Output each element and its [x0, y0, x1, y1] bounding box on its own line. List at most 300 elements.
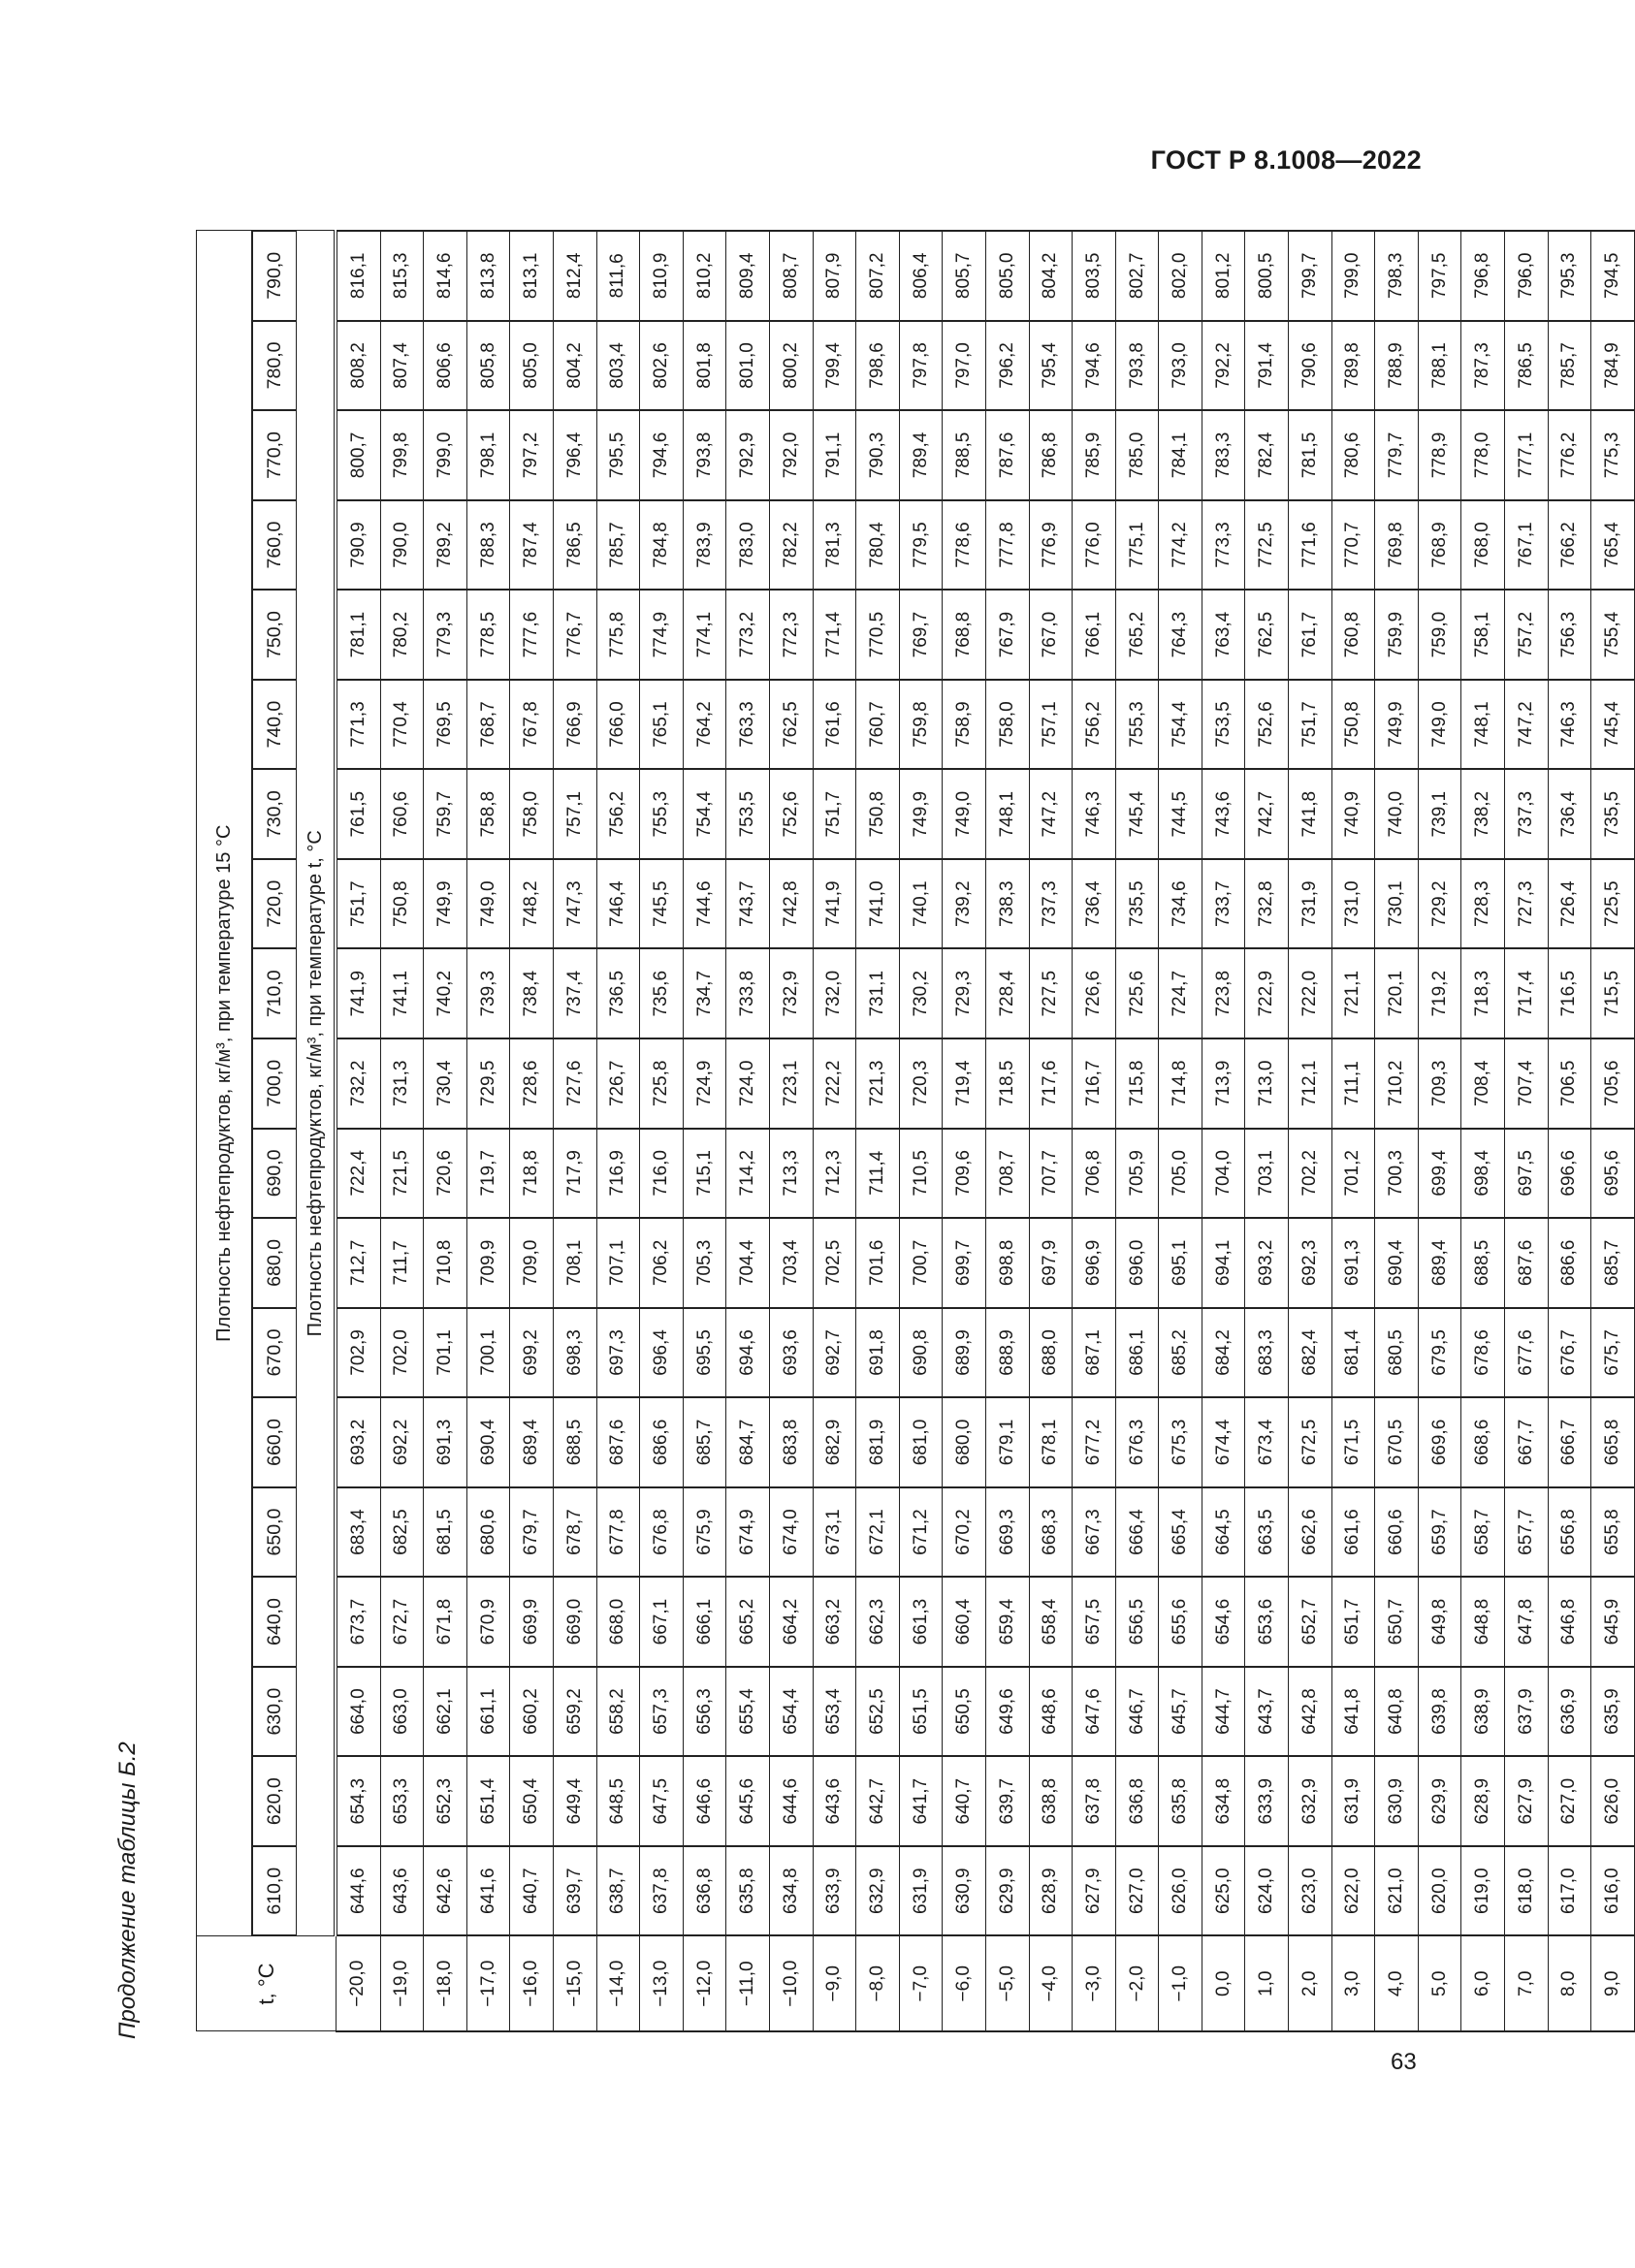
density-cell: 671,5: [1331, 1397, 1375, 1487]
density-cell: 705,6: [1591, 1038, 1635, 1129]
density-cell: 697,3: [596, 1308, 640, 1398]
density-cell: 664,0: [336, 1667, 380, 1757]
density-cell: 702,9: [336, 1308, 380, 1398]
density-cell: 669,6: [1418, 1397, 1461, 1487]
density-cell: 773,2: [726, 590, 770, 680]
density-cell: 691,3: [1331, 1218, 1375, 1308]
density-cell: 805,0: [985, 231, 1029, 321]
density-cell: 741,9: [813, 859, 856, 949]
density-cell: 802,7: [1115, 231, 1159, 321]
density-cell: 649,4: [553, 1756, 596, 1846]
density-cell: 761,5: [336, 769, 380, 859]
density-cell: 690,4: [466, 1397, 510, 1487]
density-cell: 784,9: [1591, 321, 1635, 411]
density-cell: 646,8: [1548, 1577, 1591, 1667]
density-cell: 656,5: [1115, 1577, 1159, 1667]
table-row: [1375, 231, 1419, 2031]
density-cell: 680,6: [466, 1487, 510, 1578]
density-cell: 683,4: [336, 1487, 380, 1578]
density-cell: 771,3: [336, 680, 380, 770]
temperature-cell: −20,0: [336, 1936, 380, 2032]
density-cell: 813,1: [510, 231, 554, 321]
density-cell: 773,3: [1202, 500, 1245, 591]
density-cell: 799,8: [380, 410, 424, 500]
density-cell: 636,9: [1548, 1667, 1591, 1757]
density-cell: 764,3: [1159, 590, 1202, 680]
density-cell: 664,2: [769, 1577, 813, 1667]
density-cell: 770,5: [856, 590, 900, 680]
density-cell: 719,7: [466, 1129, 510, 1219]
temperature-cell: 3,0: [1331, 1936, 1375, 2032]
density-cell: 649,8: [1418, 1577, 1461, 1667]
density-cell: 670,2: [943, 1487, 986, 1578]
density-cell: 794,6: [1073, 321, 1116, 411]
density-cell: 749,9: [899, 769, 943, 859]
density-cell: 640,8: [1375, 1667, 1419, 1757]
density-cell: 768,0: [1461, 500, 1505, 591]
density-cell: 762,5: [1245, 590, 1289, 680]
density-cell: 759,7: [424, 769, 467, 859]
density-cell: 750,8: [856, 769, 900, 859]
density-cell: 681,5: [424, 1487, 467, 1578]
density-cell: 754,4: [1159, 680, 1202, 770]
density-cell: 790,6: [1289, 321, 1332, 411]
temperature-cell: 0,0: [1202, 1936, 1245, 2032]
table-row: [813, 231, 856, 2031]
density-cell: 766,9: [553, 680, 596, 770]
table-row: [1548, 231, 1591, 2031]
table-row: [726, 231, 770, 2031]
density-cell: 750,8: [1331, 680, 1375, 770]
density-cell: 670,5: [1375, 1397, 1419, 1487]
density-cell: 686,6: [1548, 1218, 1591, 1308]
density-cell: 676,8: [640, 1487, 684, 1578]
density-cell: 683,3: [1245, 1308, 1289, 1398]
density-cell: 758,0: [510, 769, 554, 859]
density-cell: 675,9: [683, 1487, 726, 1578]
temperature-cell: 2,0: [1289, 1936, 1332, 2032]
density-cell: 757,1: [1029, 680, 1073, 770]
density-cell: 701,2: [1331, 1129, 1375, 1219]
density-cell: 651,4: [466, 1756, 510, 1846]
density-cell: 715,1: [683, 1129, 726, 1219]
density-cell: 641,7: [899, 1756, 943, 1846]
density-cell: 786,5: [553, 500, 596, 591]
density-cell: 634,8: [769, 1846, 813, 1936]
density-cell: 638,8: [1029, 1756, 1073, 1846]
density-cell: 696,0: [1115, 1218, 1159, 1308]
density-cell: 648,6: [1029, 1667, 1073, 1757]
density-cell: 715,5: [1591, 948, 1635, 1038]
density-cell: 737,4: [553, 948, 596, 1038]
density-cell: 806,6: [424, 321, 467, 411]
density-cell: 786,5: [1505, 321, 1549, 411]
density-cell: 769,7: [899, 590, 943, 680]
density-cell: 717,9: [553, 1129, 596, 1219]
density-cell: 638,9: [1461, 1667, 1505, 1757]
temperature-cell: −11,0: [726, 1936, 770, 2032]
density-cell: 667,7: [1505, 1397, 1549, 1487]
density-cell: 798,3: [1375, 231, 1419, 321]
density-cell: 775,8: [596, 590, 640, 680]
density-cell: 741,1: [380, 948, 424, 1038]
density-cell: 634,8: [1202, 1756, 1245, 1846]
temperature-cell: −10,0: [769, 1936, 813, 2032]
density-cell: 665,4: [1159, 1487, 1202, 1578]
density-cell: 645,9: [1591, 1577, 1635, 1667]
density-cell: 672,1: [856, 1487, 900, 1578]
density-cell: 660,4: [943, 1577, 986, 1667]
density-cell: 737,3: [1029, 859, 1073, 949]
density-cell: 688,0: [1029, 1308, 1073, 1398]
density-cell: 676,7: [1548, 1308, 1591, 1398]
density-cell: 795,4: [1029, 321, 1073, 411]
table-row: [596, 231, 640, 2031]
density-cell: 643,6: [380, 1846, 424, 1936]
density-cell: 729,2: [1418, 859, 1461, 949]
density-cell: 728,3: [1461, 859, 1505, 949]
density-cell: 635,8: [1159, 1756, 1202, 1846]
density-cell: 783,9: [683, 500, 726, 591]
density-cell: 794,6: [640, 410, 684, 500]
density-cell: 806,4: [899, 231, 943, 321]
density-cell: 694,1: [1202, 1218, 1245, 1308]
table-row: [1115, 231, 1159, 2031]
density-cell: 758,8: [466, 769, 510, 859]
density-cell: 755,4: [1591, 590, 1635, 680]
density-cell: 626,0: [1591, 1756, 1635, 1846]
table-row: [1159, 231, 1202, 2031]
density-cell: 629,9: [1418, 1756, 1461, 1846]
column-header: 640,0: [252, 1577, 297, 1667]
density-cell: 622,0: [1331, 1846, 1375, 1936]
density-cell: 777,6: [510, 590, 554, 680]
density-cell: 693,2: [336, 1397, 380, 1487]
density-cell: 682,9: [813, 1397, 856, 1487]
density-cell: 673,7: [336, 1577, 380, 1667]
density-cell: 743,7: [726, 859, 770, 949]
density-cell: 668,3: [1029, 1487, 1073, 1578]
density-cell: 665,2: [726, 1577, 770, 1667]
density-cell: 678,6: [1461, 1308, 1505, 1398]
density-cell: 666,1: [683, 1577, 726, 1667]
density-cell: 739,1: [1418, 769, 1461, 859]
column-header: 610,0: [252, 1846, 297, 1936]
header-sub-density-t: Плотность нефтепродуктов, кг/м³, при температуре t, °С: [297, 231, 337, 1936]
density-cell: 738,4: [510, 948, 554, 1038]
column-header: 620,0: [252, 1756, 297, 1846]
density-cell: 683,8: [769, 1397, 813, 1487]
density-cell: 728,4: [985, 948, 1029, 1038]
table-row: [1461, 231, 1505, 2031]
density-cell: 807,4: [380, 321, 424, 411]
density-cell: 696,4: [640, 1308, 684, 1398]
density-cell: 730,4: [424, 1038, 467, 1129]
density-cell: 788,9: [1375, 321, 1419, 411]
document-code: ГОСТ Р 8.1008—2022: [1150, 145, 1422, 175]
density-cell: 725,5: [1591, 859, 1635, 949]
header-group-density-15c: Плотность нефтепродуктов, кг/м³, при температуре 15 °С: [197, 231, 253, 1936]
density-cell: 642,8: [1289, 1667, 1332, 1757]
density-cell: 705,3: [683, 1218, 726, 1308]
density-cell: 657,7: [1505, 1487, 1549, 1578]
table-row: [943, 231, 986, 2031]
density-cell: 666,4: [1115, 1487, 1159, 1578]
density-cell: 669,3: [985, 1487, 1029, 1578]
density-cell: 751,7: [336, 859, 380, 949]
table-row: [424, 231, 467, 2031]
density-cell: 618,0: [1505, 1846, 1549, 1936]
density-cell: 707,1: [596, 1218, 640, 1308]
density-cell: 805,0: [510, 321, 554, 411]
density-cell: 681,9: [856, 1397, 900, 1487]
temperature-cell: 6,0: [1461, 1936, 1505, 2032]
density-cell: 679,1: [985, 1397, 1029, 1487]
density-cell: 770,4: [380, 680, 424, 770]
density-cell: 729,5: [466, 1038, 510, 1129]
density-cell: 753,5: [726, 769, 770, 859]
density-cell: 631,9: [1331, 1756, 1375, 1846]
density-cell: 815,3: [380, 231, 424, 321]
density-cell: 712,7: [336, 1218, 380, 1308]
density-cell: 716,7: [1073, 1038, 1116, 1129]
density-cell: 648,8: [1461, 1577, 1505, 1667]
table-row: [1289, 231, 1332, 2031]
temperature-cell: 7,0: [1505, 1936, 1549, 2032]
density-cell: 718,3: [1461, 948, 1505, 1038]
density-cell: 737,3: [1505, 769, 1549, 859]
density-cell: 724,7: [1159, 948, 1202, 1038]
density-cell: 765,2: [1115, 590, 1159, 680]
density-cell: 792,0: [769, 410, 813, 500]
table-row: [380, 231, 424, 2031]
density-cell: 736,4: [1073, 859, 1116, 949]
density-cell: 749,9: [424, 859, 467, 949]
density-cell: 739,3: [466, 948, 510, 1038]
temperature-cell: −9,0: [813, 1936, 856, 2032]
density-cell: 720,3: [899, 1038, 943, 1129]
density-cell: 733,8: [726, 948, 770, 1038]
density-cell: 754,4: [683, 769, 726, 859]
density-cell: 738,2: [1461, 769, 1505, 859]
density-cell: 775,1: [1115, 500, 1159, 591]
density-cell: 800,2: [769, 321, 813, 411]
density-table-container: [196, 230, 1623, 2032]
density-cell: 785,0: [1115, 410, 1159, 500]
density-cell: 645,6: [726, 1756, 770, 1846]
density-cell: 756,2: [1073, 680, 1116, 770]
density-cell: 711,1: [1331, 1038, 1375, 1129]
density-cell: 727,6: [553, 1038, 596, 1129]
page-number: 63: [1391, 2049, 1417, 2075]
density-cell: 748,2: [510, 859, 554, 949]
table-row: [1073, 231, 1116, 2031]
density-cell: 756,3: [1548, 590, 1591, 680]
table-row: [1331, 231, 1375, 2031]
density-cell: 797,5: [1418, 231, 1461, 321]
density-cell: 712,3: [813, 1129, 856, 1219]
density-cell: 691,3: [424, 1397, 467, 1487]
density-cell: 625,0: [1202, 1846, 1245, 1936]
density-cell: 639,7: [553, 1846, 596, 1936]
density-cell: 729,3: [943, 948, 986, 1038]
density-cell: 702,0: [380, 1308, 424, 1398]
density-cell: 636,8: [1115, 1756, 1159, 1846]
density-cell: 750,8: [380, 859, 424, 949]
density-cell: 734,7: [683, 948, 726, 1038]
density-cell: 792,2: [1202, 321, 1245, 411]
density-cell: 673,1: [813, 1487, 856, 1578]
density-cell: 808,7: [769, 231, 813, 321]
density-cell: 775,3: [1591, 410, 1635, 500]
density-cell: 700,1: [466, 1308, 510, 1398]
density-cell: 735,5: [1115, 859, 1159, 949]
density-cell: 655,4: [726, 1667, 770, 1757]
temperature-cell: −2,0: [1115, 1936, 1159, 2032]
density-cell: 798,1: [466, 410, 510, 500]
column-header: 720,0: [252, 859, 297, 949]
density-cell: 674,9: [726, 1487, 770, 1578]
temperature-cell: −5,0: [985, 1936, 1029, 2032]
temperature-cell: −19,0: [380, 1936, 424, 2032]
density-cell: 743,6: [1202, 769, 1245, 859]
density-cell: 769,5: [424, 680, 467, 770]
density-cell: 810,9: [640, 231, 684, 321]
density-cell: 799,0: [1331, 231, 1375, 321]
density-cell: 781,1: [336, 590, 380, 680]
density-cell: 787,3: [1461, 321, 1505, 411]
column-header: 790,0: [252, 231, 297, 321]
density-cell: 757,2: [1505, 590, 1549, 680]
density-cell: 800,5: [1245, 231, 1289, 321]
table-row: [1591, 231, 1635, 2031]
density-cell: 768,7: [466, 680, 510, 770]
density-cell: 657,5: [1073, 1577, 1116, 1667]
density-cell: 670,9: [466, 1577, 510, 1667]
density-cell: 671,8: [424, 1577, 467, 1667]
density-cell: 800,7: [336, 410, 380, 500]
table-row: [769, 231, 813, 2031]
density-cell: 796,0: [1505, 231, 1549, 321]
density-cell: 744,6: [683, 859, 726, 949]
density-cell: 719,2: [1418, 948, 1461, 1038]
density-cell: 759,0: [1418, 590, 1461, 680]
table-row: [1418, 231, 1461, 2031]
density-cell: 642,7: [856, 1756, 900, 1846]
density-cell: 707,7: [1029, 1129, 1073, 1219]
density-cell: 692,2: [380, 1397, 424, 1487]
density-cell: 692,3: [1289, 1218, 1332, 1308]
density-cell: 717,6: [1029, 1038, 1073, 1129]
density-cell: 680,5: [1375, 1308, 1419, 1398]
density-cell: 666,7: [1548, 1397, 1591, 1487]
density-cell: 766,0: [596, 680, 640, 770]
density-cell: 755,3: [1115, 680, 1159, 770]
density-cell: 776,7: [553, 590, 596, 680]
density-cell: 741,0: [856, 859, 900, 949]
density-cell: 681,4: [1331, 1308, 1375, 1398]
density-cell: 789,8: [1331, 321, 1375, 411]
density-cell: 768,8: [943, 590, 986, 680]
density-cell: 751,7: [1289, 680, 1332, 770]
density-cell: 647,5: [640, 1756, 684, 1846]
density-cell: 702,5: [813, 1218, 856, 1308]
density-cell: 803,5: [1073, 231, 1116, 321]
density-cell: 702,2: [1289, 1129, 1332, 1219]
density-cell: 804,2: [1029, 231, 1073, 321]
density-cell: 778,5: [466, 590, 510, 680]
density-cell: 762,5: [769, 680, 813, 770]
density-cell: 658,2: [596, 1667, 640, 1757]
density-cell: 713,0: [1245, 1038, 1289, 1129]
density-cell: 794,5: [1591, 231, 1635, 321]
table-row: [510, 231, 554, 2031]
temperature-cell: −13,0: [640, 1936, 684, 2032]
density-cell: 679,7: [510, 1487, 554, 1578]
density-cell: 809,4: [726, 231, 770, 321]
density-cell: 639,8: [1418, 1667, 1461, 1757]
density-cell: 758,9: [943, 680, 986, 770]
density-cell: 731,9: [1289, 859, 1332, 949]
density-cell: 716,0: [640, 1129, 684, 1219]
density-cell: 627,9: [1073, 1846, 1116, 1936]
density-cell: 672,5: [1289, 1397, 1332, 1487]
density-cell: 797,2: [510, 410, 554, 500]
density-cell: 744,5: [1159, 769, 1202, 859]
density-cell: 659,4: [985, 1577, 1029, 1667]
density-cell: 652,5: [856, 1667, 900, 1757]
density-cell: 693,6: [769, 1308, 813, 1398]
density-cell: 804,2: [553, 321, 596, 411]
temperature-cell: 4,0: [1375, 1936, 1419, 2032]
density-cell: 753,5: [1202, 680, 1245, 770]
density-cell: 641,6: [466, 1846, 510, 1936]
density-cell: 776,0: [1073, 500, 1116, 591]
density-cell: 710,2: [1375, 1038, 1419, 1129]
density-cell: 771,6: [1289, 500, 1332, 591]
density-cell: 727,3: [1505, 859, 1549, 949]
density-cell: 722,2: [813, 1038, 856, 1129]
density-cell: 665,8: [1591, 1397, 1635, 1487]
column-header: 730,0: [252, 769, 297, 859]
density-cell: 654,6: [1202, 1577, 1245, 1667]
density-cell: 631,9: [899, 1846, 943, 1936]
density-cell: 709,9: [466, 1218, 510, 1308]
density-cell: 782,2: [769, 500, 813, 591]
density-cell: 711,4: [856, 1129, 900, 1219]
density-cell: 736,5: [596, 948, 640, 1038]
density-cell: 761,6: [813, 680, 856, 770]
density-cell: 713,9: [1202, 1038, 1245, 1129]
density-cell: 641,8: [1331, 1667, 1375, 1757]
density-cell: 704,0: [1202, 1129, 1245, 1219]
density-cell: 796,4: [553, 410, 596, 500]
density-cell: 690,8: [899, 1308, 943, 1398]
table-row: [466, 231, 510, 2031]
density-cell: 763,4: [1202, 590, 1245, 680]
density-cell: 686,6: [640, 1397, 684, 1487]
density-cell: 696,6: [1548, 1129, 1591, 1219]
density-cell: 643,7: [1245, 1667, 1289, 1757]
density-cell: 710,5: [899, 1129, 943, 1219]
density-cell: 658,7: [1461, 1487, 1505, 1578]
density-cell: 772,3: [769, 590, 813, 680]
density-cell: 765,1: [640, 680, 684, 770]
density-cell: 724,0: [726, 1038, 770, 1129]
density-cell: 726,4: [1548, 859, 1591, 949]
density-cell: 745,4: [1591, 680, 1635, 770]
temperature-cell: 8,0: [1548, 1936, 1591, 2032]
